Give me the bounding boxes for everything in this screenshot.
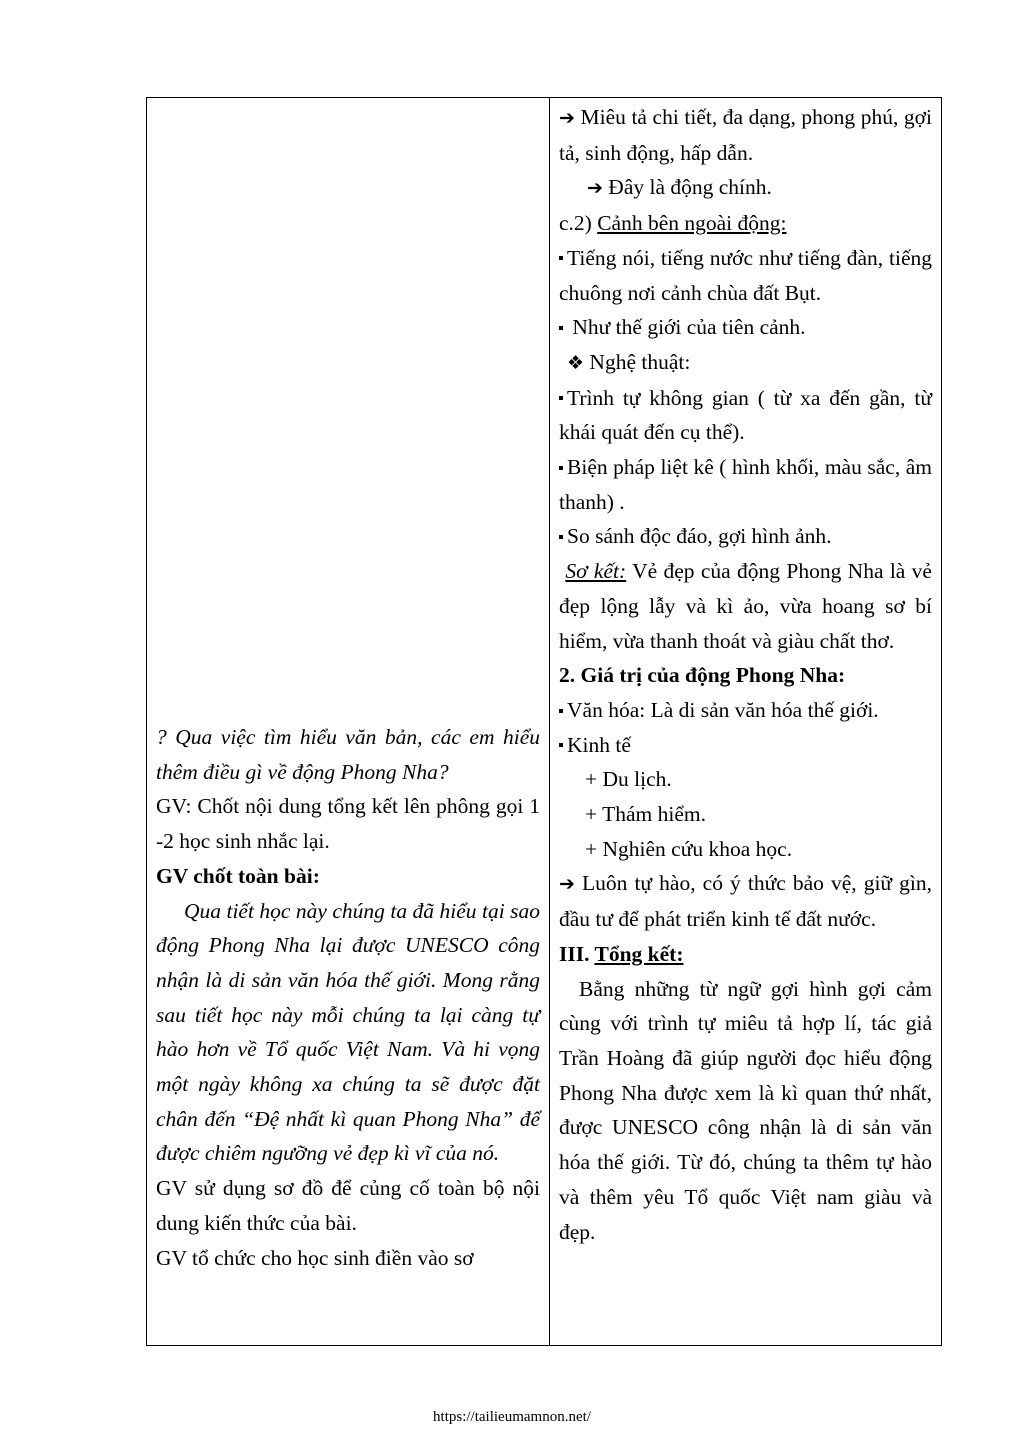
c2-prefix: c.2) (559, 211, 592, 236)
outside-bullet-text: Tiếng nói, tiếng nước như tiếng đàn, tiếng chuông nơi cảnh chùa đất Bụt. (559, 245, 932, 305)
art-bullet (559, 381, 932, 450)
footer-url: https://tailieumamnon.net/ (433, 1409, 591, 1425)
square-bullet-icon (559, 396, 563, 400)
art-bullet (559, 450, 932, 519)
tong-ket-number: III. (559, 941, 590, 966)
luon-tu-hao-text: Luôn tự hào, có ý thức bảo vệ, giữ gìn, đầu tư để phát triển kinh tế đất nước. (559, 871, 932, 932)
mieu-ta-line (559, 100, 932, 170)
kinh-te-item: + Thám hiểm. (585, 802, 707, 827)
art-bullet (559, 519, 932, 554)
c2-heading-line (559, 206, 932, 241)
outside-bullet (559, 310, 932, 345)
square-bullet-icon (559, 535, 563, 539)
arrow-right-icon: ➔ (559, 873, 575, 896)
outside-bullet-text: Như thế giới của tiên cảnh. (572, 315, 806, 340)
arrow-right-icon: ➔ (587, 177, 603, 200)
dong-chinh-text: Đây là động chính. (608, 175, 772, 200)
kinh-te-line (559, 728, 932, 763)
van-hoa-line (559, 693, 932, 728)
nghe-thuat-text: Nghệ thuật: (589, 349, 691, 374)
tong-ket-text: Bằng những từ ngữ gợi hình gợi cảm cùng với trình tự miêu tả hợp lí, tác giả Trần Hoàng đã giúp người đọc hiểu động Phong Nha được xem là kì quan thứ nhất, được UNESCO công nhận là di sản văn hóa thế giới. Từ đó, chúng ta thêm tự hào và thêm yêu Tổ quốc Việt nam giàu và đẹp. (559, 976, 932, 1244)
art-bullet-text: Biện pháp liệt kê ( hình khối, màu sắc, âm thanh) . (559, 455, 932, 514)
nghe-thuat-line (559, 345, 932, 381)
art-bullet-text: So sánh độc đáo, gợi hình ảnh. (567, 524, 832, 549)
left-column (147, 98, 550, 1346)
kinh-te-item: + Du lịch. (585, 767, 672, 792)
dong-chinh-line (559, 170, 932, 206)
right-column (550, 98, 942, 1346)
kinh-te-text: Kinh tế (567, 732, 631, 757)
square-bullet-icon (559, 466, 563, 470)
art-bullet-text: Trình tự không gian ( từ xa đến gần, từ khái quát đến cụ thể). (559, 385, 932, 445)
right-column-content (550, 98, 941, 1249)
luon-tu-hao-line (559, 866, 932, 936)
diamond-bullet-icon: ❖ (567, 351, 585, 374)
arrow-right-icon: ➔ (559, 107, 575, 129)
so-ket-paragraph (559, 554, 932, 658)
left-column-content (156, 720, 540, 1275)
question-text: ? Qua việc tìm hiểu văn bản, các em hiểu thêm điều gì về động Phong Nha? (156, 725, 540, 784)
square-bullet-icon (559, 326, 563, 330)
square-bullet-icon (559, 743, 563, 747)
tong-ket-heading-line (559, 937, 932, 972)
van-hoa-text: Văn hóa: Là di sản văn hóa thế giới. (567, 697, 879, 722)
gv-chot-heading: GV chốt toàn bài: (156, 863, 320, 888)
so-ket-text: Vẻ đẹp của động Phong Nha là vẻ đẹp lộng lẫy và kì ảo, vừa hoang sơ bí hiểm, vừa thanh thoát và giàu chất thơ. (559, 559, 932, 653)
kinh-te-item: + Nghiên cứu khoa học. (585, 836, 793, 861)
c2-heading: Cảnh bên ngoài động: (597, 211, 787, 236)
lesson-table (146, 97, 942, 1346)
mieu-ta-text: Miêu tả chi tiết, đa dạng, phong phú, gợi tả, sinh động, hấp dẫn. (559, 105, 933, 165)
tong-ket-heading: Tổng kết: (594, 941, 684, 966)
outside-bullet (559, 241, 932, 310)
so-ket-label: Sơ kết: (565, 559, 627, 584)
square-bullet-icon (559, 709, 563, 713)
gv-so-do-text: GV sử dụng sơ đồ để củng cố toàn bộ nội dung kiến thức của bài. (156, 1176, 540, 1235)
gv-to-chuc-text: GV tổ chức cho học sinh điền vào sơ (156, 1245, 474, 1270)
square-bullet-icon (559, 256, 563, 260)
gv-chot-text: Qua tiết học này chúng ta đã hiểu tại sao động Phong Nha lại được UNESCO công nhận là di sản văn hóa thế giới. Mong rằng sau tiết học này mỗi chúng ta lại càng tự hào hơn về Tổ quốc Việt Nam. Và hi vọng một ngày không xa chúng ta sẽ được đặt chân đến “Đệ nhất kì quan Phong Nha” để được chiêm ngưỡng vẻ đẹp kì vĩ của nó. (156, 898, 540, 1166)
gv-chot-noi-dung: GV: Chốt nội dung tổng kết lên phông gọi 1 -2 học sinh nhắc lại. (156, 794, 540, 854)
gia-tri-heading: 2. Giá trị của động Phong Nha: (559, 663, 846, 688)
